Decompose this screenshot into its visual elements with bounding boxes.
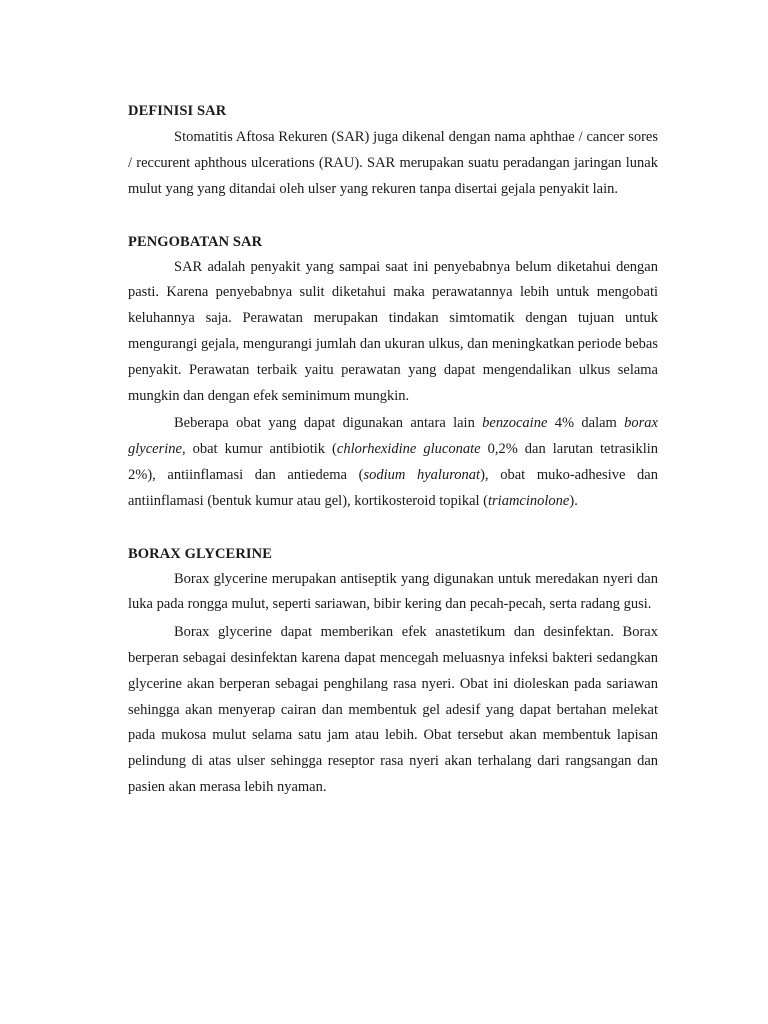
paragraph-text: Borax glycerine merupakan antiseptik yang digunakan untuk meredakan nyeri dan luka pada rongga mulut, seperti sariawan, bibir kering dan pecah-pecah, serta radang gusi. xyxy=(128,570,658,613)
paragraph xyxy=(128,620,658,801)
paragraph xyxy=(128,567,658,619)
paragraph-text: ). xyxy=(569,492,578,509)
paragraph-text: Beberapa obat yang dapat digunakan antara lain xyxy=(174,415,483,432)
paragraph-text: 0,2% dan larutan tetrasiklin 2%), antiinflamasi dan antiedema ( xyxy=(128,441,658,483)
section-borax-glycerine xyxy=(128,541,658,801)
paragraph xyxy=(128,411,658,514)
paragraph-text: SAR adalah penyakit yang sampai saat ini penyebabnya belum diketahui dengan pasti. Karena penyebabnya sulit diketahui maka perawatannya lebih untuk mengobati keluhannya saja. Perawatan merupakan tindakan simtomatik dengan tujuan untuk mengurangi gejala, mengurangi jumlah dan ukuran ulkus, dan meningkatkan periode bebas penyakit. Perawatan terbaik yaitu perawatan yang dapat mengendalikan ulkus selama mungkin dan dengan efek seminimum mungkin. xyxy=(128,258,658,404)
section-definisi-sar xyxy=(128,98,658,203)
document-page xyxy=(128,98,658,801)
paragraph xyxy=(128,124,658,203)
paragraph-text: 4% dalam xyxy=(547,415,625,432)
paragraph xyxy=(128,255,658,410)
paragraph-text: Borax glycerine dapat memberikan efek anastetikum dan desinfektan. Borax berperan sebagai desinfektan karena dapat mencegah meluasnya infeksi bakteri sedangkan glycerine akan berperan sebagai penghilang rasa nyeri. Obat ini dioleskan pada sariawan sehingga akan menyerap cairan dan membentuk gel adesif yang dapat bertahan melekat pada mukosa mulut selama satu jam atau lebih. Obat tersebut akan membentuk lapisan pelindung di atas ulser sehingga reseptor rasa nyeri akan terhalang dari rangsangan dan pasien akan merasa lebih nyaman. xyxy=(128,624,658,795)
drug-name-italic: sodium hyaluronat xyxy=(363,466,481,483)
drug-name-italic: benzocaine xyxy=(482,415,548,432)
drug-name-italic: triamcinolone xyxy=(488,492,570,509)
paragraph-text: , obat kumur antibiotik ( xyxy=(181,441,337,458)
section-heading: DEFINISI SAR xyxy=(128,103,227,119)
section-heading: BORAX GLYCERINE xyxy=(128,545,272,562)
paragraph-text: ), obat muko-adhesive dan antiinflamasi (bentuk kumur atau gel), kortikosteroid topikal ( xyxy=(128,466,658,509)
drug-name-italic: chlorhexidine gluconate xyxy=(336,441,481,458)
paragraph-text: Stomatitis Aftosa Rekuren (SAR) juga dikenal dengan nama aphthae / cancer sores / reccurent aphthous ulcerations (RAU). SAR merupakan suatu peradangan jaringan lunak mulut yang yang ditandai oleh ulser yang rekuren tanpa disertai gejala penyakit lain. xyxy=(128,129,658,198)
drug-name-italic: borax glycerine xyxy=(128,415,658,458)
section-heading: PENGOBATAN SAR xyxy=(128,233,263,250)
section-pengobatan-sar xyxy=(128,229,658,515)
